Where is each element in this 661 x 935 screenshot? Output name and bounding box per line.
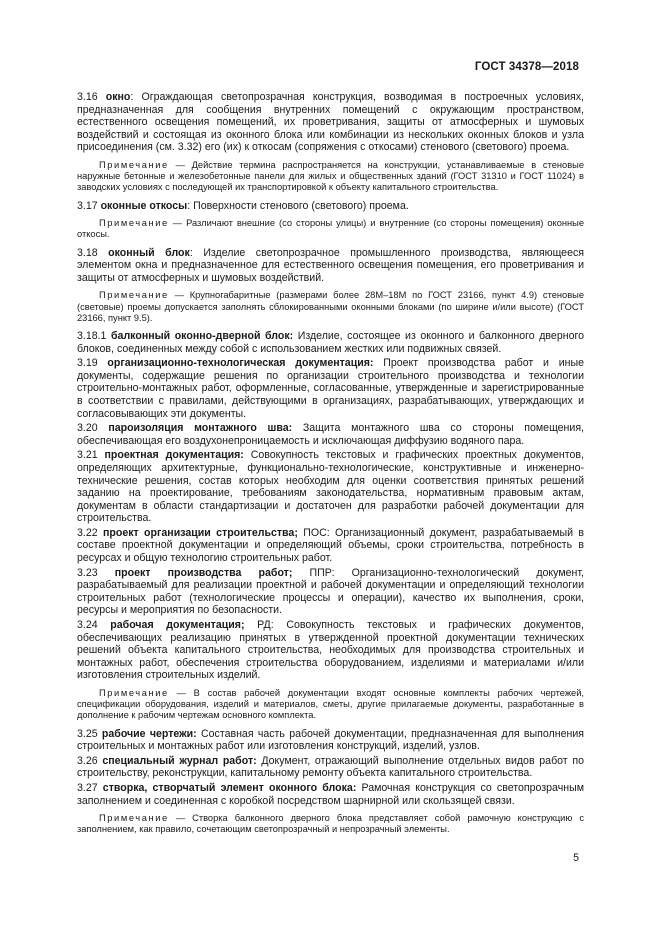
term-title: балконный оконно-дверной блок: (111, 329, 294, 342)
term-title: рабочая документация; (110, 619, 245, 632)
term-paragraph (77, 247, 584, 285)
term-paragraph (77, 200, 584, 213)
term-definition: Поверхности стенового (светового) проема. (190, 199, 409, 212)
term-number: 3.26 (77, 754, 98, 767)
document-body (77, 91, 584, 842)
term-definition: Составная часть рабочей документации, предназначенная для выполнения строительных и монтажных работ или изготовления конструкций, изделий, узлов. (77, 727, 584, 753)
note-label: Примечание (99, 813, 169, 824)
note-paragraph (77, 290, 584, 324)
term-title: проект организации строительства; (102, 526, 298, 539)
term-definition: Проект производства работ и иные документы, содержащие решения по организации строительного производства и технологии строительно-монтажных работ, оформленные, согласованные, утвержденные и зарегистрированные в соответствии с правилами, действующими в организациях, разрабатывающих, утверждающих и согласовывающих эти документы. (77, 357, 584, 420)
term-number: 3.24 (77, 619, 98, 632)
term-title: пароизоляция монтажного шва: (108, 422, 293, 435)
term-paragraph (77, 330, 584, 355)
term-title: створка, створчатый элемент оконного блока: (102, 781, 357, 794)
term-number: 3.19 (77, 357, 98, 370)
term-definition: ПОС: Организационный документ, разрабатываемый в составе проектной документации и определяющий объемы, сроки строительства, потребность в ресурсах и общую технологию строительных работ. (77, 526, 584, 565)
term-separator: : (189, 246, 193, 259)
term-definition: ППР: Организационно-технологический документ, разрабатываемый для реализации проектной и рабочей документации и определяющий технологии строительных работ (технологические процессы и операции), качество их выполнения, сроки, ресурсы и мероприятия по безопасности. (77, 566, 584, 617)
term-number: 3.25 (77, 727, 98, 740)
note-text: — Створка балконного дверного блока представляет собой рамочную конструкцию с заполнением, как правило, сочетающим светопрозрачный и непрозрачный элементы. (77, 813, 584, 835)
term-definition: Изделие, состоящее из оконного и балконного дверного блоков, соединенных между собой с использованием жестких или подвижных связей. (77, 329, 584, 355)
term-title: рабочие чертежи: (101, 727, 197, 740)
term-number: 3.17 (77, 199, 98, 212)
note-paragraph (77, 218, 584, 240)
note-label: Примечание (99, 688, 169, 698)
term-paragraph (77, 567, 584, 617)
note-text: — Крупногабаритные (размерами более 28М–18М по ГОСТ 23166, пункт 4.9) стеновые (световые) проемы допускается заполнять сблокированными оконными блоками (по ширине и/или высоте) (ГОСТ 23166, пункт 9.5). (77, 290, 584, 323)
term-paragraph (77, 527, 584, 565)
note-text: — В состав рабочей документации входят основные комплекты рабочих чертежей, спецификации оборудования, изделий и материалов, сметы, другие прилагаемые документы, разработанные в дополнение к рабочим чертежам основного комплекта. (77, 688, 584, 721)
term-paragraph (77, 449, 584, 525)
term-number: 3.21 (77, 449, 98, 462)
term-paragraph (77, 728, 584, 753)
term-definition: РД: Совокупность текстовых и графических документов, обеспечивающих реализацию принятых в утвержденной проектной документации технических решений объекта капитального строительства, необходимых для производства строительных и монтажных работ, обеспечения строительства оборудованием, изделиями и материалами и/или изготовления строительных изделий. (77, 619, 584, 682)
term-definition: Совокупность текстовых и графических проектных документов, определяющих архитектурные, функционально-технологические, конструктивные и инженерно-технические решения, состав которых необходим для оценки соответствия принятых решений заданию на проектирование, требованиям законодательства, нормативным правовым актам, документам в области стандартизации и достаточен для разработки рабочей документации для строительства. (77, 449, 584, 525)
term-number: 3.16 (77, 91, 98, 103)
document-header: ГОСТ 34378—2018 (474, 61, 579, 73)
note-paragraph (77, 688, 584, 722)
term-title: организационно-технологическая документация: (107, 357, 374, 370)
term-separator: : (130, 91, 134, 103)
term-separator: : (187, 199, 191, 212)
term-number: 3.18.1 (77, 329, 107, 342)
term-definition: Изделие светопрозрачное промышленного производства, являющееся элементом окна и предназначенное для естественного освещения помещения, его проветривания и защиты от атмосферных и шумовых воздействий. (77, 246, 584, 284)
term-number: 3.22 (77, 526, 98, 539)
note-paragraph (77, 813, 584, 835)
page-number: 5 (573, 852, 579, 864)
term-number: 3.23 (77, 566, 98, 579)
term-paragraph (77, 91, 584, 154)
term-title: оконный блок (108, 246, 190, 259)
term-paragraph (77, 782, 584, 807)
note-text: — Действие термина распространяется на конструкции, устанавливаемые в стеновые наружные бетонные и железобетонные панели для жилых и общественных зданий (ГОСТ 31310 и ГОСТ 11024) в заводских условиях с последующей их транспортировкой к объекту капитального строительства. (77, 159, 584, 193)
term-paragraph (77, 422, 584, 447)
note-text: — Различают внешние (со стороны улицы) и внутренние (со стороны помещения) оконные откосы. (77, 218, 584, 240)
note-label: Примечание (99, 159, 169, 170)
note-paragraph (77, 160, 584, 194)
term-number: 3.18 (77, 246, 98, 259)
term-definition: Рамочная конструкция со светопрозрачным заполнением и соединенная с коробкой посредством шарнирной или скользящей связи. (77, 781, 584, 807)
term-definition: Документ, отражающий выполнение отдельных видов работ по строительству, реконструкции, капитальному ремонту объекта капитального строительства. (77, 754, 584, 780)
term-title: проектная документация: (104, 449, 244, 462)
note-label: Примечание (99, 218, 169, 229)
term-paragraph (77, 357, 584, 420)
term-number: 3.27 (77, 781, 98, 794)
term-title: специальный журнал работ: (102, 754, 257, 767)
term-title: окно (105, 91, 131, 103)
term-definition: Ограждающая светопрозрачная конструкция, возводимая в построечных условиях, предназначенная для сообщения внутренних помещений с окружающим пространством, естественного освещения помещений, их проветривания, защиты от атмосферных и шумовых воздействий и состоящая из оконного блока или комбинации из нескольких оконных блоков и узла присоединения (см. 3.32) его (их) к откосам (сопряжения с откосами) стенового (светового) проема. (77, 91, 584, 154)
note-label: Примечание (99, 290, 169, 301)
term-number: 3.20 (77, 422, 98, 435)
term-paragraph (77, 619, 584, 682)
term-title: оконные откосы (100, 199, 188, 212)
term-definition: Защита монтажного шва со стороны помещения, обеспечивающая его воздухонепроницаемость и исключающая диффузию водяного пара. (77, 422, 585, 447)
term-paragraph (77, 755, 584, 780)
term-title: проект производства работ; (114, 566, 293, 579)
